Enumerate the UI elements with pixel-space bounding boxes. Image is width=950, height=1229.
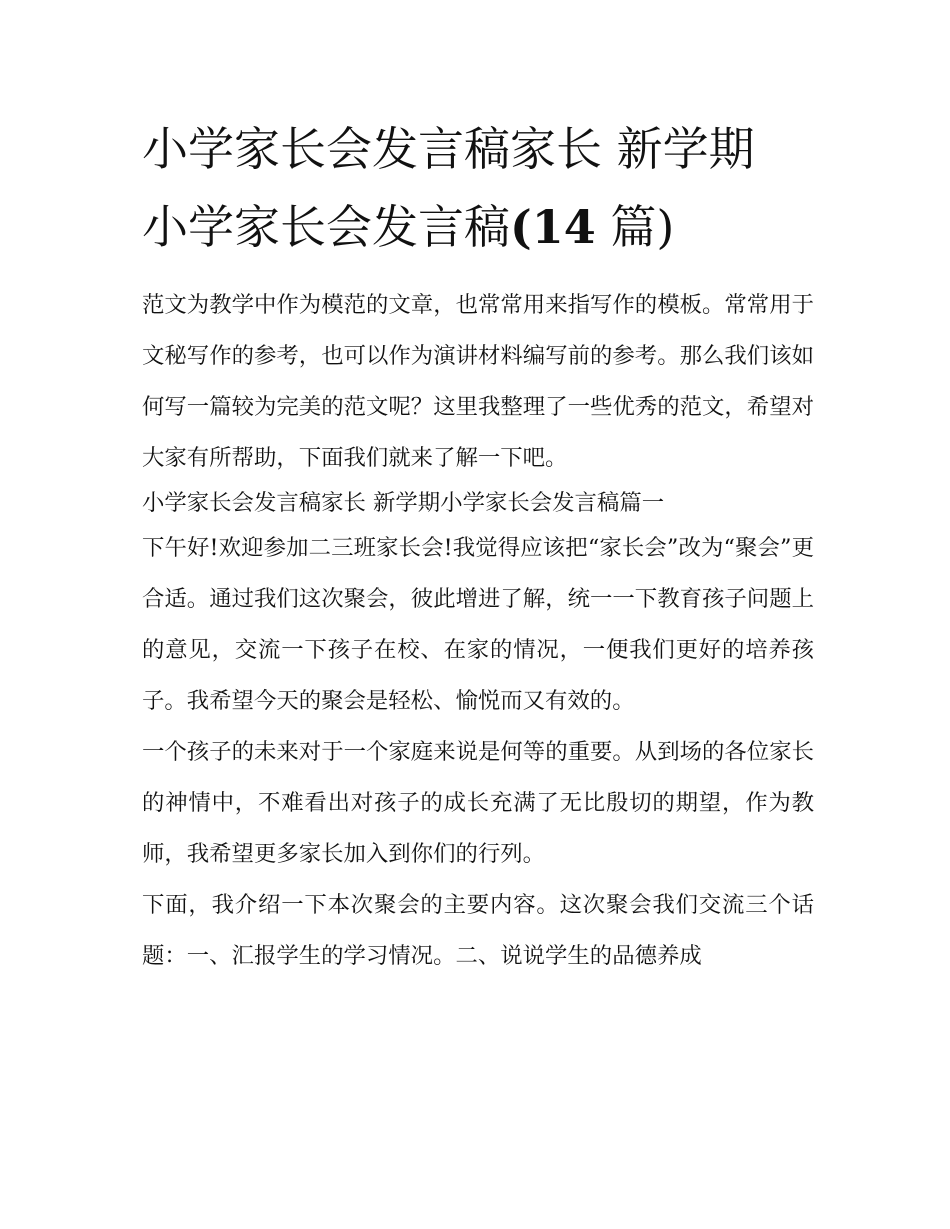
document-page xyxy=(142,110,814,982)
title-line-2-suffix: 篇) xyxy=(595,200,675,254)
title-line-2-prefix: 小学家长会发言稿 xyxy=(142,200,510,254)
body-paragraph-2: 一个孩子的未来对于一个家庭来说是何等的重要。从到场的各位家长的神情中，不难看出对孩子的成长充满了无比殷切的期望，作为教师，我希望更多家长加入到你们的行列。 xyxy=(142,739,814,867)
section-heading: 小学家长会发言稿家长 新学期小学家长会发言稿篇一 xyxy=(142,490,665,516)
title-line-2-number: (14 xyxy=(510,200,596,254)
intro-paragraph: 范文为教学中作为模范的文章，也常常用来指写作的模板。常常用于文秘写作的参考，也可以作为演讲材料编写前的参考。那么我们该如何写一篇较为完美的范文呢？这里我整理了一些优秀的范文，希望对大家有所帮助，下面我们就来了解一下吧。 xyxy=(142,292,814,471)
title-line-1: 小学家长会发言稿家长 新学期 xyxy=(142,122,755,176)
body-paragraph-3: 下面，我介绍一下本次聚会的主要内容。这次聚会我们交流三个话题：一、汇报学生的学习情况。二、说说学生的品德养成 xyxy=(142,892,814,969)
body-paragraph-1: 下午好!欢迎参加二三班家长会!我觉得应该把“家长会”改为“聚会”更合适。通过我们这次聚会，彼此增进了解，统一一下教育孩子问题上的意见，交流一下孩子在校、在家的情况，一便我们更好的培养孩子。我希望今天的聚会是轻松、愉悦而又有效的。 xyxy=(142,535,814,714)
document-title xyxy=(142,110,814,266)
